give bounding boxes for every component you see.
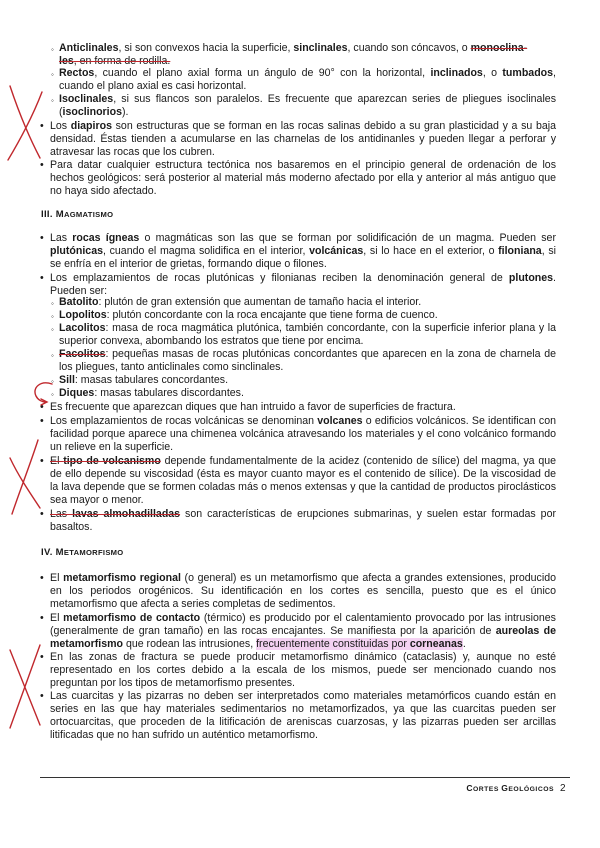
list-item: ◦ Facolitos: pequeñas masas de rocas plutónicas concordantes que aparecen en la zona de charnela de los pliegues, tanto anticlinales como sinclinales.: [51, 348, 556, 374]
cross-mark: [10, 650, 40, 725]
bullet-icon: •: [40, 401, 44, 413]
sub-bullet-icon: ◦: [51, 299, 54, 308]
paragraph-plutones: • Los emplazamientos de rocas plutónicas y filonianas reciben la denominación general de plutones. Pueden ser:: [40, 272, 556, 298]
bullet-icon: •: [40, 651, 44, 663]
paragraph-diapiros: • Los diapiros son estructuras que se forman en las rocas salinas debido a su gran plasticidad y a su baja densidad. Éstas tienden a acumularse en las charnelas de los antidinanles y pueden llegar a perforar y atravesar las rocas que los cubren.: [40, 120, 556, 159]
page-footer: CORTES GEOLÓGICOS 2: [466, 783, 566, 794]
cross-mark: [12, 440, 38, 514]
term-struck: tipo de volcanismo: [63, 455, 161, 467]
paragraph-zonas-fractura: • En las zonas de fractura se puede producir metamorfismo dinámico (cataclasis) y, aunque no esté representado en los cortes debido a la escala de los mismos, puede ser mencionado cuando nos preguntan por los tipos de metamorfismo presentes.: [40, 651, 556, 690]
sub-bullet-icon: ◦: [51, 312, 54, 321]
term-struck: lavas almohadilladas: [72, 508, 181, 520]
bullet-icon: •: [40, 612, 44, 624]
bullet-icon: •: [40, 690, 44, 702]
sub-bullet-icon: ◦: [51, 325, 54, 334]
paragraph-metamorfismo-contacto: • El metamorfismo de contacto (térmico) es producido por el calentamiento provocado por las intrusiones (generalmente de gran tamaño) en las rocas encajantes. Se manifiesta por la aparición de aureolas de metamorfismo que rodean las intrusiones, frecuentemente constituidas por corneanas.: [40, 612, 556, 651]
bullet-icon: •: [40, 272, 44, 284]
paragraph-cuarcitas: • Las cuarcitas y las pizarras no deben ser interpretados como materiales metamórficos cuando están en series en las que hay materiales sedimentarios no metamorfizados, ya que las cuarcitas pueden ser ortocuarcitas, que proceden de la litificación de areniscas cuarzosas, y las pizarras pueden ser arcillas litificadas que no han sufrido un auténtico metamorfismo.: [40, 690, 556, 742]
bullet-icon: •: [40, 508, 44, 520]
bullet-icon: •: [40, 415, 44, 427]
sub-bullet-icon: ◦: [51, 96, 54, 105]
term: sinclinales: [293, 42, 348, 54]
highlight: frecuentemente constituidas por corneanas: [256, 638, 463, 651]
paragraph-volcanes: • Los emplazamientos de rocas volcánicas se denominan volcanes o edificios volcánicos. Se identifican con facilidad porque aparece una chimenea volcánica atravesando los materiales y el cono volcánico formando un relieve en la superficie.: [40, 415, 556, 454]
paragraph-tipo-volcanismo: • El tipo de volcanismo depende fundamentalmente de la acidez (contenido de sílice) del magma, ya que de ello depende su viscosidad (ésta es mayor cuanto mayor es el contenido de sílice). De la viscosidad de la lava depende que se formen coladas más o menos extensas y que la cantidad de productos piroclásticos sea mayor o menor.: [40, 455, 556, 507]
term-struck: Facolitos: [59, 348, 106, 360]
term-struck: monoclina-: [470, 42, 528, 54]
cross-mark: [10, 458, 40, 508]
term-struck: les: [59, 55, 74, 68]
list-item: ◦ Lacolitos: masa de roca magmática plutónica, también concordante, con la superficie inferior plana y la superior convexa, abombando los estratos que tiene por encima.: [51, 322, 556, 348]
bullet-icon: •: [40, 232, 44, 244]
sub-bullet-icon: ◦: [51, 390, 54, 399]
term: Anticlinales: [59, 42, 119, 54]
bullet-icon: •: [40, 120, 44, 132]
list-item: ◦ Anticlinales, si son convexos hacia la superficie, sinclinales, cuando son cóncavos, o monoclina- les, en forma de rodilla.: [51, 42, 528, 68]
bullet-icon: •: [40, 455, 44, 467]
cross-mark: [10, 645, 40, 728]
sub-bullet-icon: ◦: [51, 45, 54, 54]
footer-rule: [40, 777, 570, 778]
paragraph-lavas: • Las lavas almohadilladas son características de erupciones submarinas, y suelen estar formadas por basaltos.: [40, 508, 556, 534]
cross-mark: [8, 92, 42, 160]
section-heading-metamorfismo: IV. METAMORFISMO: [41, 547, 124, 558]
sub-bullet-icon: ◦: [51, 377, 54, 386]
paragraph-datacion: • Para datar cualquier estructura tectónica nos basaremos en el principio general de ordenación de los hechos geológicos: será posterior al material más moderno afectado por ella y anterior al más antiguo que no haya sido afectado.: [40, 159, 556, 198]
list-item: ◦ Lopolitos: plutón concordante con la roca encajante que tiene forma de cuenco.: [51, 309, 556, 322]
section-heading-magmatismo: III. MAGMATISMO: [41, 209, 114, 220]
list-item: ◦ Sill: masas tabulares concordantes.: [51, 374, 556, 387]
list-item: ◦ Isoclinales, si sus flancos son paralelos. Es frecuente que aparezcan series de pliegues isoclinales (isoclinorios).: [51, 93, 556, 119]
sub-bullet-icon: ◦: [51, 70, 54, 79]
paragraph-rocas-igneas: • Las rocas ígneas o magmáticas son las que se forman por solidificación de un magma. Pueden ser plutónicas, cuando el magma solidifica en el interior, volcánicas, si lo hace en el exterior, o filoniana, si se enfría en el interior de grietas, formando dique o filones.: [40, 232, 556, 271]
curly-arrow: [35, 383, 52, 402]
bullet-icon: •: [40, 572, 44, 584]
sub-bullet-icon: ◦: [51, 351, 54, 360]
paragraph-diques: • Es frecuente que aparezcan diques que han intruido a favor de superficies de fractura.: [40, 401, 456, 413]
cross-mark: [10, 86, 40, 158]
list-item: ◦ Batolito: plutón de gran extensión que aumentan de tamaño hacia el interior.: [51, 296, 556, 309]
paragraph-metamorfismo-regional: • El metamorfismo regional (o general) es un metamorfismo que afecta a grandes extensiones, producido en los periodos orogénicos. Su identificación en los cortes es sencilla, puesto que es el único metamorfismo que afecta a series completas de sedimentos.: [40, 572, 556, 611]
page-number: 2: [559, 783, 566, 794]
bullet-icon: •: [40, 159, 44, 171]
list-item: ◦ Diques: masas tabulares discordantes.: [51, 387, 556, 400]
list-item: ◦ Rectos, cuando el plano axial forma un ángulo de 90° con la horizontal, inclinados, o tumbados, cuando el plano axial es casi horizontal.: [51, 67, 556, 93]
